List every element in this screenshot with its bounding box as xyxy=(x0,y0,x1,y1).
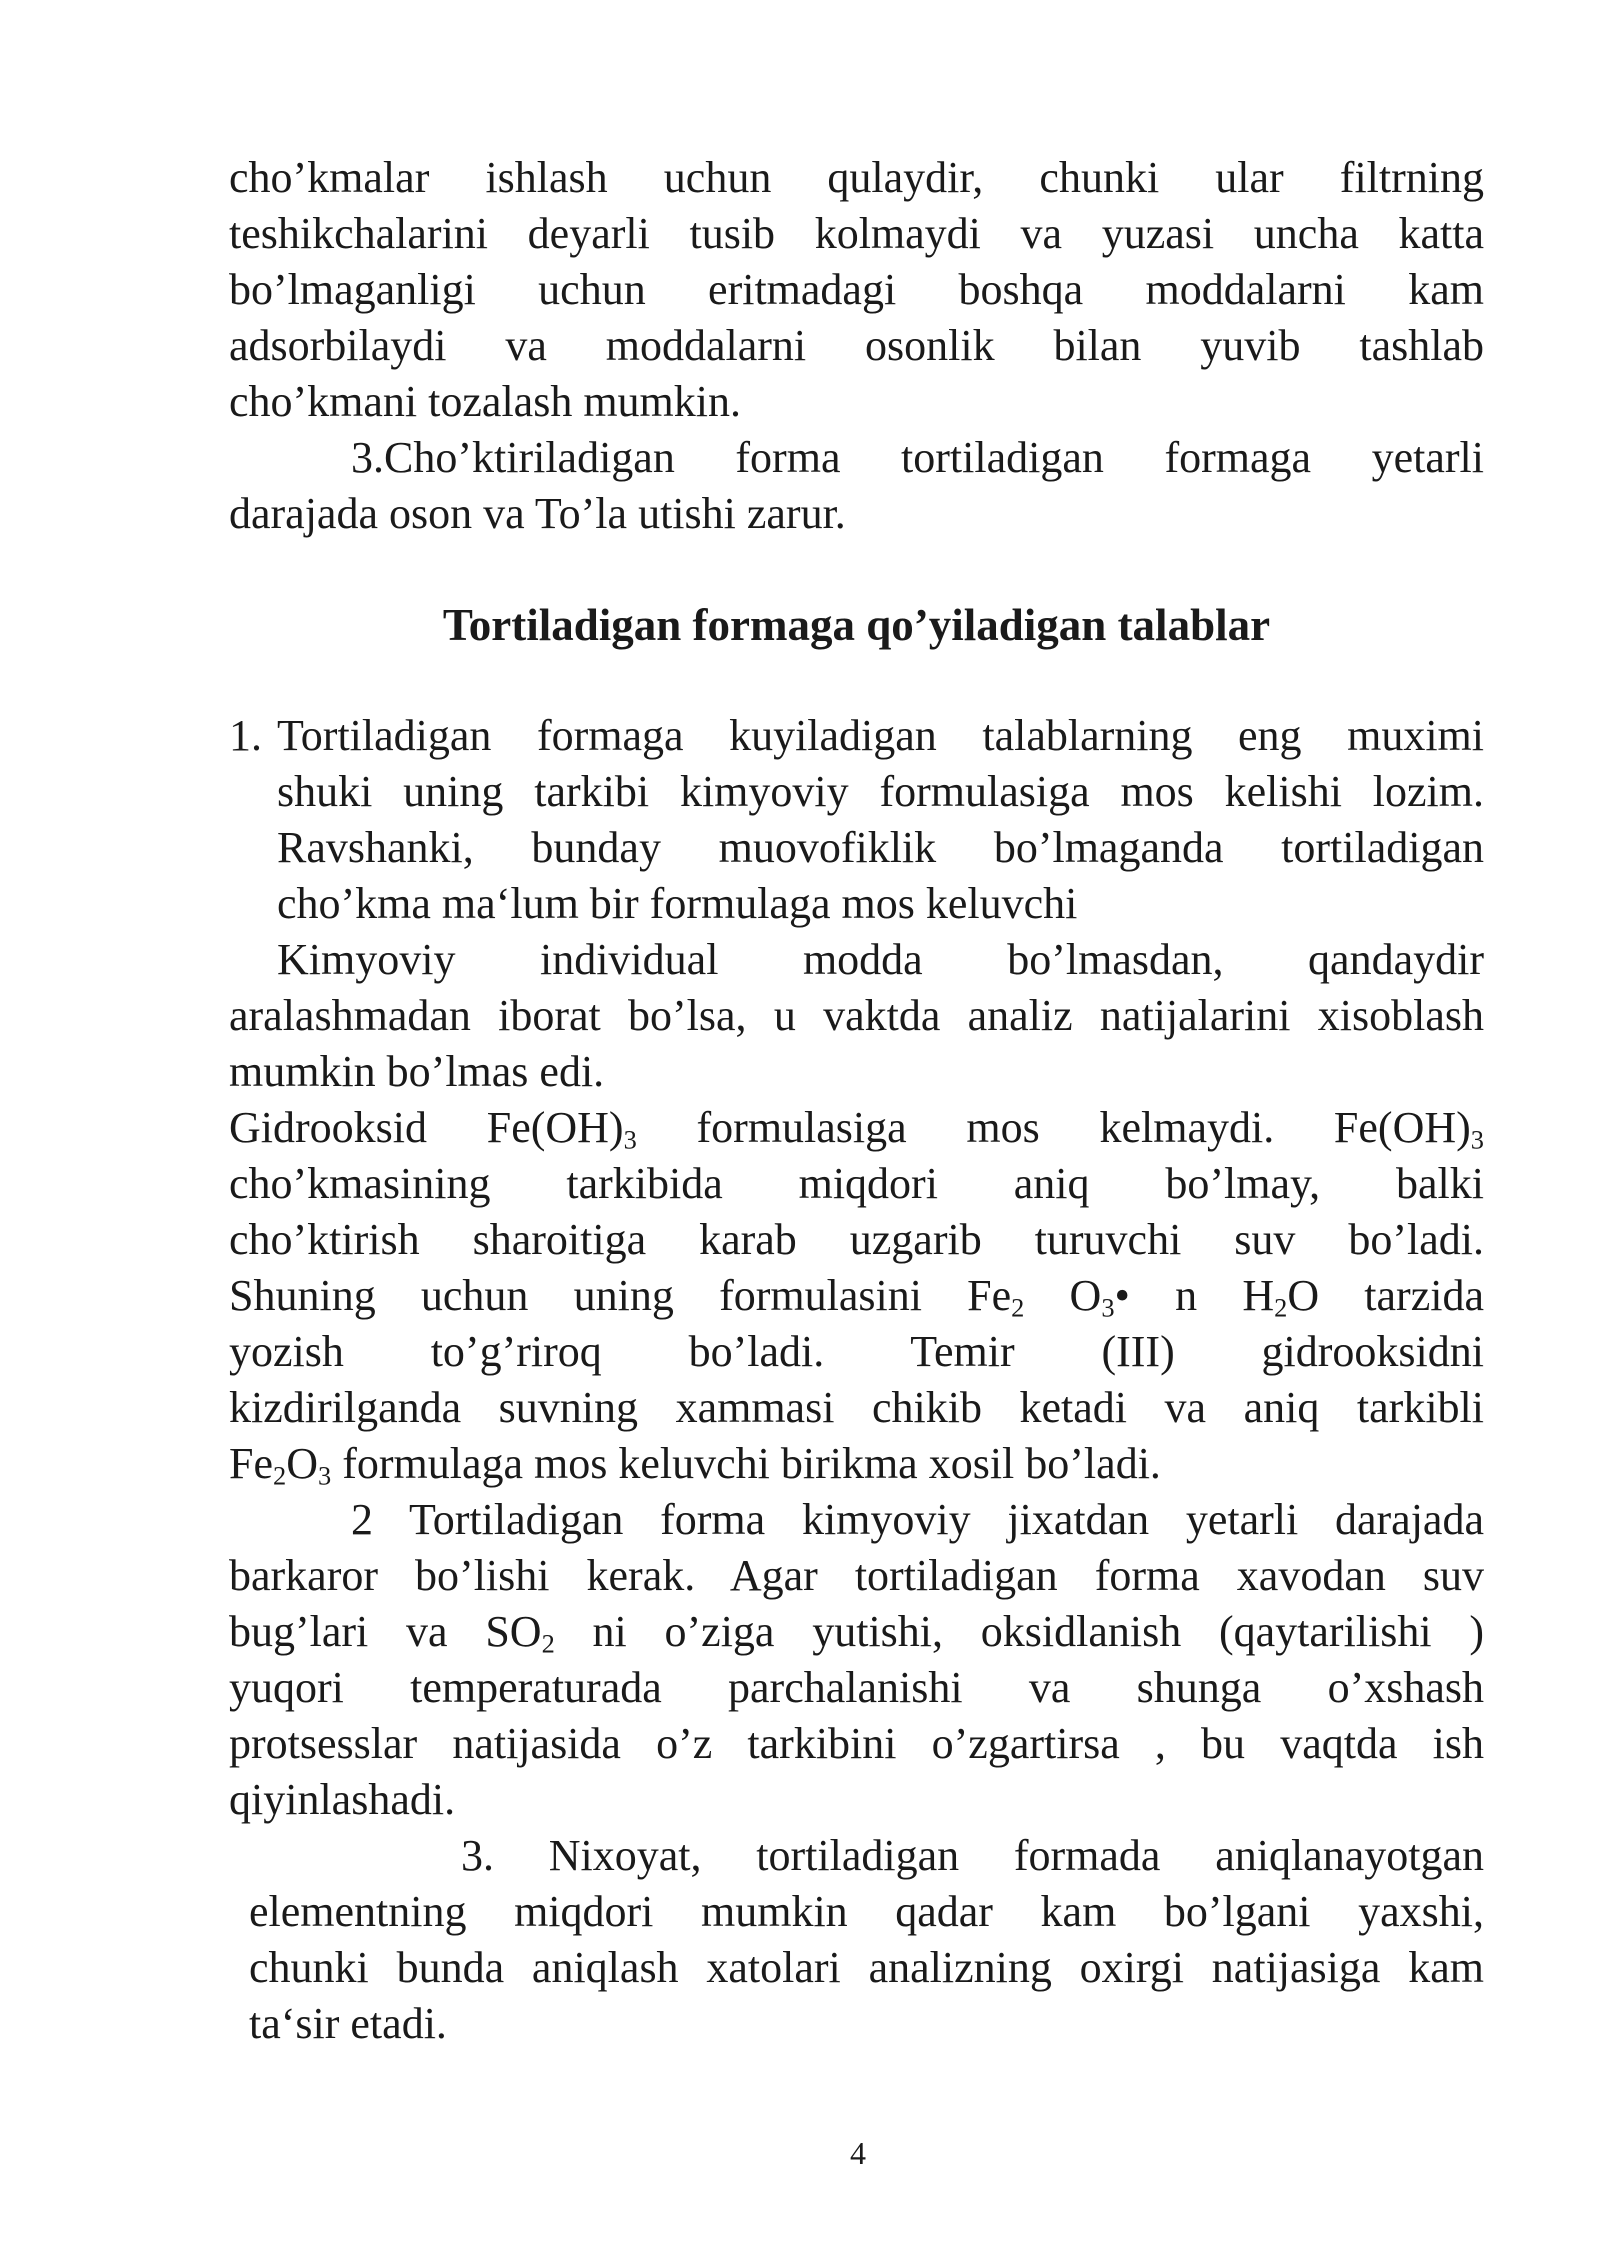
subscript: 2 xyxy=(1011,1292,1025,1323)
text-line: protsesslar natijasida o’z tarkibini o’zgartirsa , bu vaqtda ish xyxy=(229,1719,1484,1768)
text-line: yuqori temperaturada parchalanishi va shunga o’xshash xyxy=(229,1663,1484,1712)
text-line: yozish to’g’riroq bo’ladi. Temir (III) gidrooksidni xyxy=(229,1327,1484,1376)
text-line xyxy=(229,1100,1484,1156)
text-line xyxy=(229,1436,1484,1492)
subscript: 2 xyxy=(541,1628,555,1659)
text-span: bug’lari va SO xyxy=(229,1607,542,1656)
document-body xyxy=(229,150,1484,2052)
text-line xyxy=(229,1268,1484,1324)
text-line: barkaror bo’lishi kerak. Agar tortiladigan forma xavodan suv xyxy=(229,1551,1484,1600)
subscript: 2 xyxy=(1274,1292,1288,1323)
text-line: qiyinlashadi. xyxy=(229,1775,456,1824)
text-span: Tortiladigan formaga kuyiladigan talablarning eng muximi xyxy=(277,711,1484,760)
page-number: 4 xyxy=(850,2135,866,2171)
text-span: formulaga mos keluvchi birikma xosil bo’ladi. xyxy=(331,1439,1161,1488)
intro-paragraph xyxy=(229,150,1484,430)
text-line: chunki bunda aniqlash xatolari analizning oxirgi natijasiga kam xyxy=(249,1943,1484,1992)
text-span: O tarzida xyxy=(1287,1271,1484,1320)
point-3-paragraph xyxy=(229,1828,1484,2052)
text-line: 2 Tortiladigan forma kimyoviy jixatdan yetarli darajada xyxy=(351,1495,1484,1544)
text-span: Fe xyxy=(229,1439,273,1488)
text-line: teshikchalarini deyarli tusib kolmaydi va yuzasi uncha katta xyxy=(229,209,1484,258)
list-item-line: shuki uning tarkibi kimyoviy formulasiga mos kelishi lozim. xyxy=(277,767,1484,816)
text-line: 3. Nixoyat, tortiladigan formada aniqlanayotgan xyxy=(461,1831,1484,1880)
subscript: 3 xyxy=(1470,1124,1484,1155)
text-line: ta‘sir etadi. xyxy=(249,1999,447,2048)
text-line: darajada oson va To’la utishi zarur. xyxy=(229,489,846,538)
list-item-line xyxy=(229,708,1484,764)
text-line: 3.Cho’ktiriladigan forma tortiladigan formaga yetarli xyxy=(351,433,1484,482)
subscript: 3 xyxy=(1101,1292,1115,1323)
text-line: Kimyoviy individual modda bo’lmasdan, qandaydir xyxy=(277,935,1484,984)
text-line: cho’ktirish sharoitiga karab uzgarib turuvchi suv bo’ladi. xyxy=(229,1215,1484,1264)
subscript: 3 xyxy=(317,1460,332,1491)
gidrooksid-paragraph xyxy=(229,1100,1484,1492)
text-span: Shuning uchun uning formulasini Fe xyxy=(229,1271,1012,1320)
subscript: 2 xyxy=(273,1460,287,1491)
list-item-1 xyxy=(229,708,1484,932)
text-line: cho’kmasining tarkibida miqdori aniq bo’lmay, balki xyxy=(229,1159,1484,1208)
text-line: cho’kmalar ishlash uchun qulaydir, chunki ular filtrning xyxy=(229,153,1484,202)
text-line: cho’kmani tozalash mumkin. xyxy=(229,377,741,426)
kimyoviy-paragraph xyxy=(229,932,1484,1100)
text-span: formulasiga mos kelmaydi. Fe(OH) xyxy=(636,1103,1471,1152)
text-line: aralashmadan iborat bo’lsa, u vaktda analiz natijalarini xisoblash xyxy=(229,991,1484,1040)
text-line xyxy=(229,1604,1484,1660)
point-3-intro xyxy=(229,430,1484,542)
list-number: 1. xyxy=(229,711,262,760)
section-heading: Tortiladigan formaga qo’yiladigan talablar xyxy=(442,600,1271,650)
list-item-line: Ravshanki, bunday muovofiklik bo’lmaganda tortiladigan xyxy=(277,823,1484,872)
text-span: • n H xyxy=(1114,1271,1275,1320)
list-item-line: cho’kma ma‘lum bir formulaga mos keluvchi xyxy=(277,879,1078,928)
text-span: ni o’ziga yutishi, oksidlanish (qaytarilishi ) xyxy=(554,1607,1484,1656)
point-2-paragraph xyxy=(229,1492,1484,1828)
text-span: O xyxy=(1024,1271,1102,1320)
subscript: 3 xyxy=(623,1124,637,1155)
text-line: kizdirilganda suvning xammasi chikib ketadi va aniq tarkibli xyxy=(229,1383,1484,1432)
text-span: Gidrooksid Fe(OH) xyxy=(229,1103,624,1152)
text-line: bo’lmaganligi uchun eritmadagi boshqa moddalarni kam xyxy=(229,265,1484,314)
text-line: elementning miqdori mumkin qadar kam bo’lgani yaxshi, xyxy=(249,1887,1484,1936)
text-span: O xyxy=(286,1439,318,1488)
text-line: mumkin bo’lmas edi. xyxy=(229,1047,605,1096)
text-line: adsorbilaydi va moddalarni osonlik bilan yuvib tashlab xyxy=(229,321,1484,370)
